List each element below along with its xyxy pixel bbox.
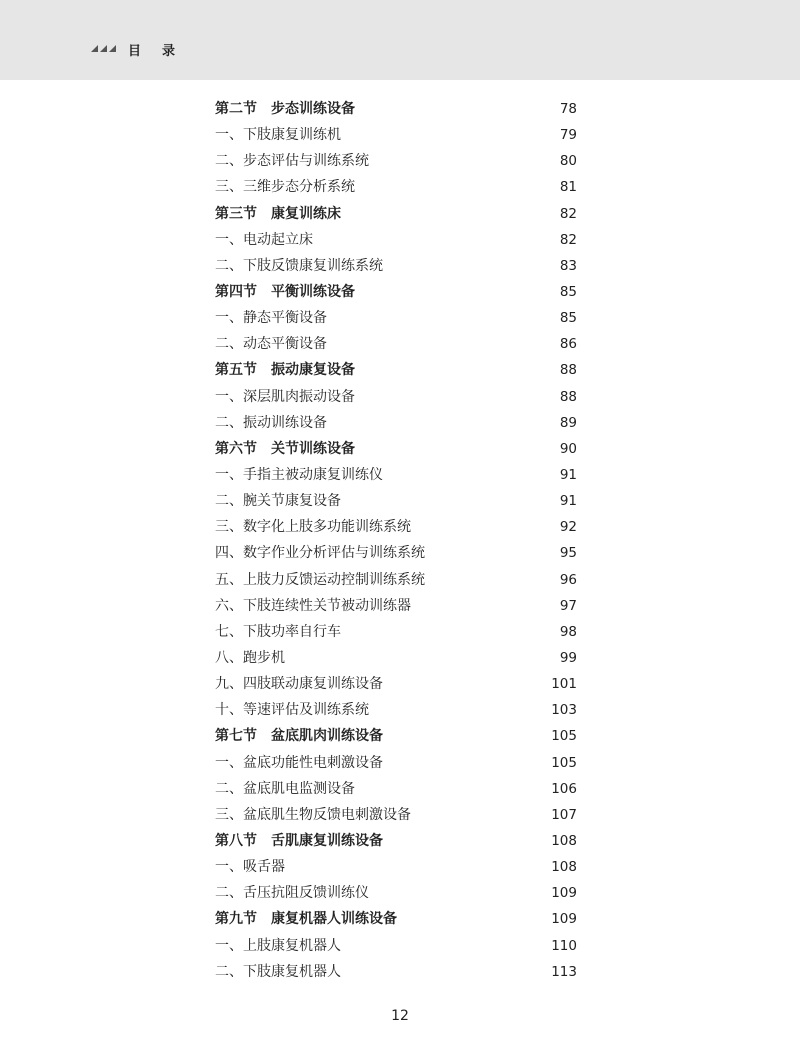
toc-section-row[interactable] [215,96,577,122]
toc-item-row[interactable] [215,959,577,985]
toc-item-row[interactable] [215,462,577,488]
toc-entry-label: 一、电动起立床 [215,231,313,248]
table-of-contents [215,96,577,985]
toc-entry-label: 第六节 关节训练设备 [215,440,355,457]
toc-entry-label: 第七节 盆底肌肉训练设备 [215,728,383,745]
toc-entry-label: 一、吸舌器 [215,859,285,876]
toc-item-row[interactable] [215,645,577,671]
toc-item-row[interactable] [215,410,577,436]
toc-entry-label: 二、腕关节康复设备 [215,493,341,510]
toc-entry-page: 83 [559,257,577,274]
toc-item-row[interactable] [215,148,577,174]
toc-entry-label: 一、静态平衡设备 [215,310,327,327]
toc-item-row[interactable] [215,227,577,253]
toc-entry-page: 95 [559,545,577,562]
toc-entry-label: 一、深层肌肉振动设备 [215,388,355,405]
triangle-icon [100,45,107,52]
header-title [128,40,175,59]
toc-entry-label: 二、下肢康复机器人 [215,963,341,980]
toc-entry-label: 二、舌压抗阻反馈训练仪 [215,885,369,902]
toc-entry-page: 82 [559,205,577,222]
toc-section-row[interactable] [215,201,577,227]
toc-item-row[interactable] [215,305,577,331]
toc-entry-page: 98 [559,623,577,640]
toc-entry-page: 105 [551,728,577,745]
toc-entry-page: 110 [551,937,577,954]
toc-section-row[interactable] [215,906,577,932]
toc-entry-page: 82 [559,231,577,248]
toc-entry-label: 一、下肢康复训练机 [215,127,341,144]
toc-item-row[interactable] [215,540,577,566]
toc-entry-page: 105 [551,754,577,771]
toc-entry-label: 二、盆底肌电监测设备 [215,780,355,797]
toc-entry-label: 一、盆底功能性电刺激设备 [215,754,383,771]
toc-item-row[interactable] [215,750,577,776]
toc-entry-label: 二、步态评估与训练系统 [215,153,369,170]
toc-entry-label: 十、等速评估及训练系统 [215,702,369,719]
toc-entry-page: 107 [551,806,577,823]
toc-entry-label: 一、手指主被动康复训练仪 [215,467,383,484]
toc-entry-label: 八、跑步机 [215,650,285,667]
toc-entry-page: 109 [551,885,577,902]
toc-section-row[interactable] [215,723,577,749]
toc-item-row[interactable] [215,880,577,906]
toc-item-row[interactable] [215,619,577,645]
header-title-char-2: 录 [162,44,176,59]
toc-section-row[interactable] [215,279,577,305]
triangle-icon [109,45,116,52]
toc-entry-page: 99 [559,650,577,667]
toc-entry-page: 103 [551,702,577,719]
toc-entry-label: 第二节 步态训练设备 [215,101,355,118]
toc-entry-page: 92 [559,519,577,536]
header-band [0,0,800,80]
toc-entry-page: 108 [551,859,577,876]
toc-entry-label: 三、三维步态分析系统 [215,179,355,196]
toc-entry-page: 85 [559,310,577,327]
toc-entry-page: 109 [551,911,577,928]
triangle-icon [91,45,98,52]
toc-item-row[interactable] [215,122,577,148]
toc-entry-label: 七、下肢功率自行车 [215,623,341,640]
toc-entry-label: 第三节 康复训练床 [215,205,341,222]
toc-item-row[interactable] [215,802,577,828]
toc-entry-page: 88 [559,362,577,379]
toc-entry-page: 97 [559,597,577,614]
toc-entry-page: 85 [559,284,577,301]
toc-entry-page: 91 [559,493,577,510]
toc-entry-page: 91 [559,467,577,484]
toc-item-row[interactable] [215,174,577,200]
toc-entry-page: 79 [559,127,577,144]
toc-entry-label: 四、数字作业分析评估与训练系统 [215,545,425,562]
toc-item-row[interactable] [215,514,577,540]
toc-entry-label: 第五节 振动康复设备 [215,362,355,379]
toc-entry-page: 106 [551,780,577,797]
toc-entry-label: 三、盆底肌生物反馈电刺激设备 [215,806,411,823]
toc-entry-page: 96 [559,571,577,588]
toc-entry-label: 二、振动训练设备 [215,414,327,431]
toc-entry-label: 五、上肢力反馈运动控制训练系统 [215,571,425,588]
toc-entry-page: 88 [559,388,577,405]
toc-entry-label: 六、下肢连续性关节被动训练器 [215,597,411,614]
toc-entry-page: 101 [551,676,577,693]
toc-item-row[interactable] [215,488,577,514]
toc-item-row[interactable] [215,567,577,593]
toc-entry-page: 90 [559,440,577,457]
toc-item-row[interactable] [215,671,577,697]
toc-entry-label: 二、下肢反馈康复训练系统 [215,257,383,274]
toc-entry-label: 第九节 康复机器人训练设备 [215,911,397,928]
toc-entry-page: 81 [559,179,577,196]
toc-entry-page: 80 [559,153,577,170]
toc-entry-page: 108 [551,833,577,849]
toc-entry-page: 113 [551,963,577,980]
toc-entry-page: 78 [559,101,577,118]
toc-section-row[interactable] [215,357,577,383]
header-title-char-1: 目 [128,44,142,59]
toc-entry-label: 第四节 平衡训练设备 [215,284,355,301]
toc-item-row[interactable] [215,854,577,880]
toc-item-row[interactable] [215,331,577,357]
toc-entry-label: 三、数字化上肢多功能训练系统 [215,519,411,536]
toc-item-row[interactable] [215,933,577,959]
toc-entry-label: 第八节 舌肌康复训练设备 [215,833,383,849]
toc-item-row[interactable] [215,593,577,619]
toc-entry-label: 二、动态平衡设备 [215,336,327,353]
header-triangle-marks-icon [91,45,116,52]
page-number: 12 [391,1008,409,1024]
toc-entry-page: 86 [559,336,577,353]
toc-section-row[interactable] [215,828,577,854]
toc-entry-page: 89 [559,414,577,431]
toc-entry-label: 一、上肢康复机器人 [215,937,341,954]
toc-section-row[interactable] [215,436,577,462]
toc-item-row[interactable] [215,253,577,279]
toc-item-row[interactable] [215,384,577,410]
toc-item-row[interactable] [215,776,577,802]
toc-item-row[interactable] [215,697,577,723]
toc-entry-label: 九、四肢联动康复训练设备 [215,676,383,693]
